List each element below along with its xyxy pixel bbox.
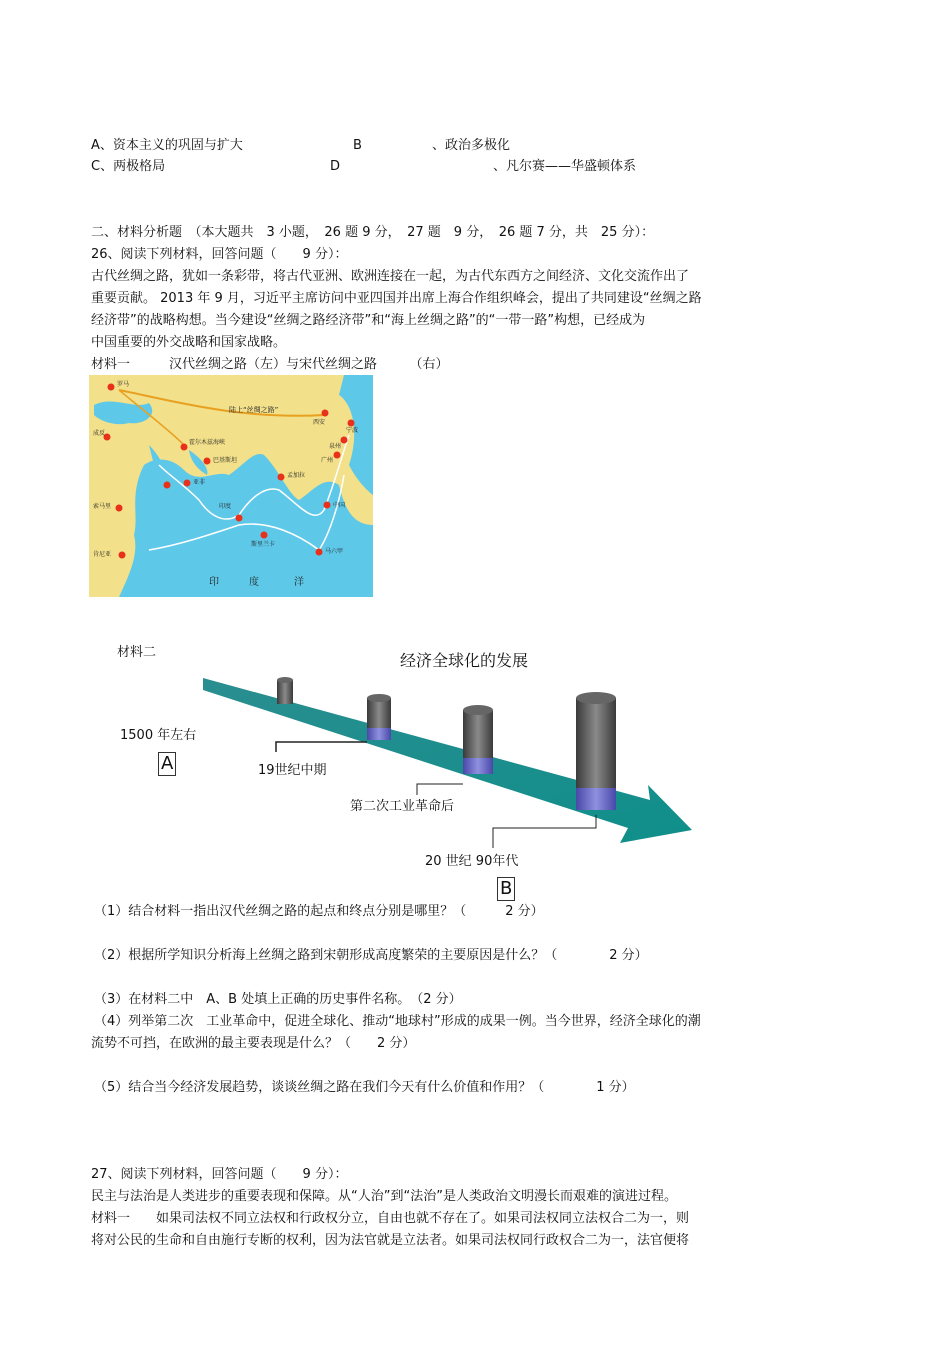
city-label: 宁波 — [346, 427, 359, 434]
cylinder-1500 — [277, 677, 293, 704]
city-label: 泉州 — [329, 443, 342, 450]
q26-header: 26、阅读下列材料，回答问题（ 9 分）： — [91, 247, 348, 262]
question-4-line2: 流势不可挡，在欧洲的最主要表现是什么？（ 2 分） — [91, 1036, 416, 1051]
q27-line: 材料一 如果司法权不同立法权和行政权分立，自由也就不存在了。如果司法权同立法权合二为一，则 — [91, 1211, 690, 1226]
timeline-label-19th: 19世纪中期 — [258, 763, 327, 778]
question-5: （5）结合当今经济发展趋势，谈谈丝绸之路在我们今天有什么价值和作用？（ 1 分） — [94, 1080, 635, 1095]
option-b-letter: B — [353, 138, 362, 153]
option-d-text: 、凡尔赛——华盛顿体系 — [493, 159, 637, 174]
city-label: 广州 — [321, 457, 334, 464]
city-label: 罗马 — [117, 381, 130, 388]
cylinder-19th — [367, 694, 391, 740]
city-label: 孟加拉 — [287, 472, 306, 479]
city-label: 印度 — [219, 503, 232, 510]
ocean-label: 度 — [249, 577, 259, 588]
timeline-label-2nd-revolution: 第二次工业革命后 — [350, 799, 455, 814]
question-4-line1: （4）列举第二次 工业革命中，促进全球化、推动“地球村”形成的成果一例。当今世界，经济全球化的潮 — [94, 1014, 701, 1029]
option-b-text: 、政治多极化 — [432, 138, 511, 153]
ocean-label: 印 — [209, 577, 219, 588]
city-label: 亚非 — [193, 479, 206, 486]
blank-box-b[interactable]: B — [497, 877, 515, 901]
timeline-label-1500: 1500 年左右 — [120, 728, 197, 743]
city-label: 肯尼亚 — [93, 551, 112, 558]
city-label: 索马里 — [93, 503, 112, 510]
q27-line: 民主与法治是人类进步的重要表现和保障。从“人治”到“法治”是人类政治文明漫长而艰难的演进过程。 — [91, 1189, 677, 1204]
ocean-label: 洋 — [294, 577, 304, 588]
city-label: 马六甲 — [325, 548, 344, 555]
timeline-label-1990s: 20 世纪 90年代 — [425, 854, 519, 869]
q27-header: 27、阅读下列材料，回答问题（ 9 分）： — [91, 1167, 348, 1182]
q26-intro-line: 古代丝绸之路，犹如一条彩带，将古代亚洲、欧洲连接在一起，为古代东西方之间经济、文化交流作出了 — [91, 269, 690, 284]
question-3: （3）在材料二中 A、B 处填上正确的历史事件名称。 （2 分） — [94, 992, 462, 1007]
q26-intro-line: 重要贡献。 2013 年 9 月，习近平主席访问中亚四国并出席上海合作组织峰会，提出了共同建设“丝绸之路 — [91, 291, 702, 306]
city-label: 成反 — [93, 430, 106, 437]
material1-label: 材料一 汉代丝绸之路（左）与宋代丝绸之路 （右） — [91, 357, 449, 372]
route-label: 陆上“丝绸之路” — [229, 406, 279, 414]
question-1: （1）结合材料一指出汉代丝绸之路的起点和终点分别是哪里？（ 2 分） — [94, 904, 544, 919]
city-label: 巴基斯坦 — [213, 457, 238, 464]
section-header: 二、材料分析题 （本大题共 3 小题， 26 题 9 分， 27 题 9 分， 26 题 7 分，共 25 分）： — [91, 225, 655, 240]
question-2: （2）根据所学知识分析海上丝绸之路到宋朝形成高度繁荣的主要原因是什么？（ 2 分） — [94, 948, 648, 963]
city-label: 西安 — [313, 419, 326, 426]
q27-line: 将对公民的生命和自由施行专断的权利，因为法官就是立法者。如果司法权同行政权合二为一，法官便将 — [91, 1233, 690, 1248]
blank-box-a[interactable]: A — [158, 752, 176, 776]
chart-title: 经济全球化的发展 — [400, 651, 529, 670]
q26-intro-line: 中国重要的外交战略和国家战略。 — [91, 335, 287, 350]
material2-label: 材料二 — [117, 645, 157, 660]
cylinder-1990s — [576, 692, 616, 810]
q26-intro-line: 经济带”的战略构想。当今建设“丝绸之路经济带”和“海上丝绸之路”的“一带一路”构想，已经成为 — [91, 313, 646, 328]
city-label: 斯里兰卡 — [251, 541, 276, 548]
cylinder-2nd-revolution — [463, 705, 493, 774]
option-c: C、两极格局 — [91, 159, 166, 174]
city-label: 霍尔木兹海峡 — [189, 439, 226, 446]
trend-arrow — [203, 678, 692, 843]
city-label: 中国 — [333, 502, 346, 509]
option-d-letter: D — [330, 159, 341, 174]
option-a: A、资本主义的巩固与扩大 — [91, 138, 243, 153]
